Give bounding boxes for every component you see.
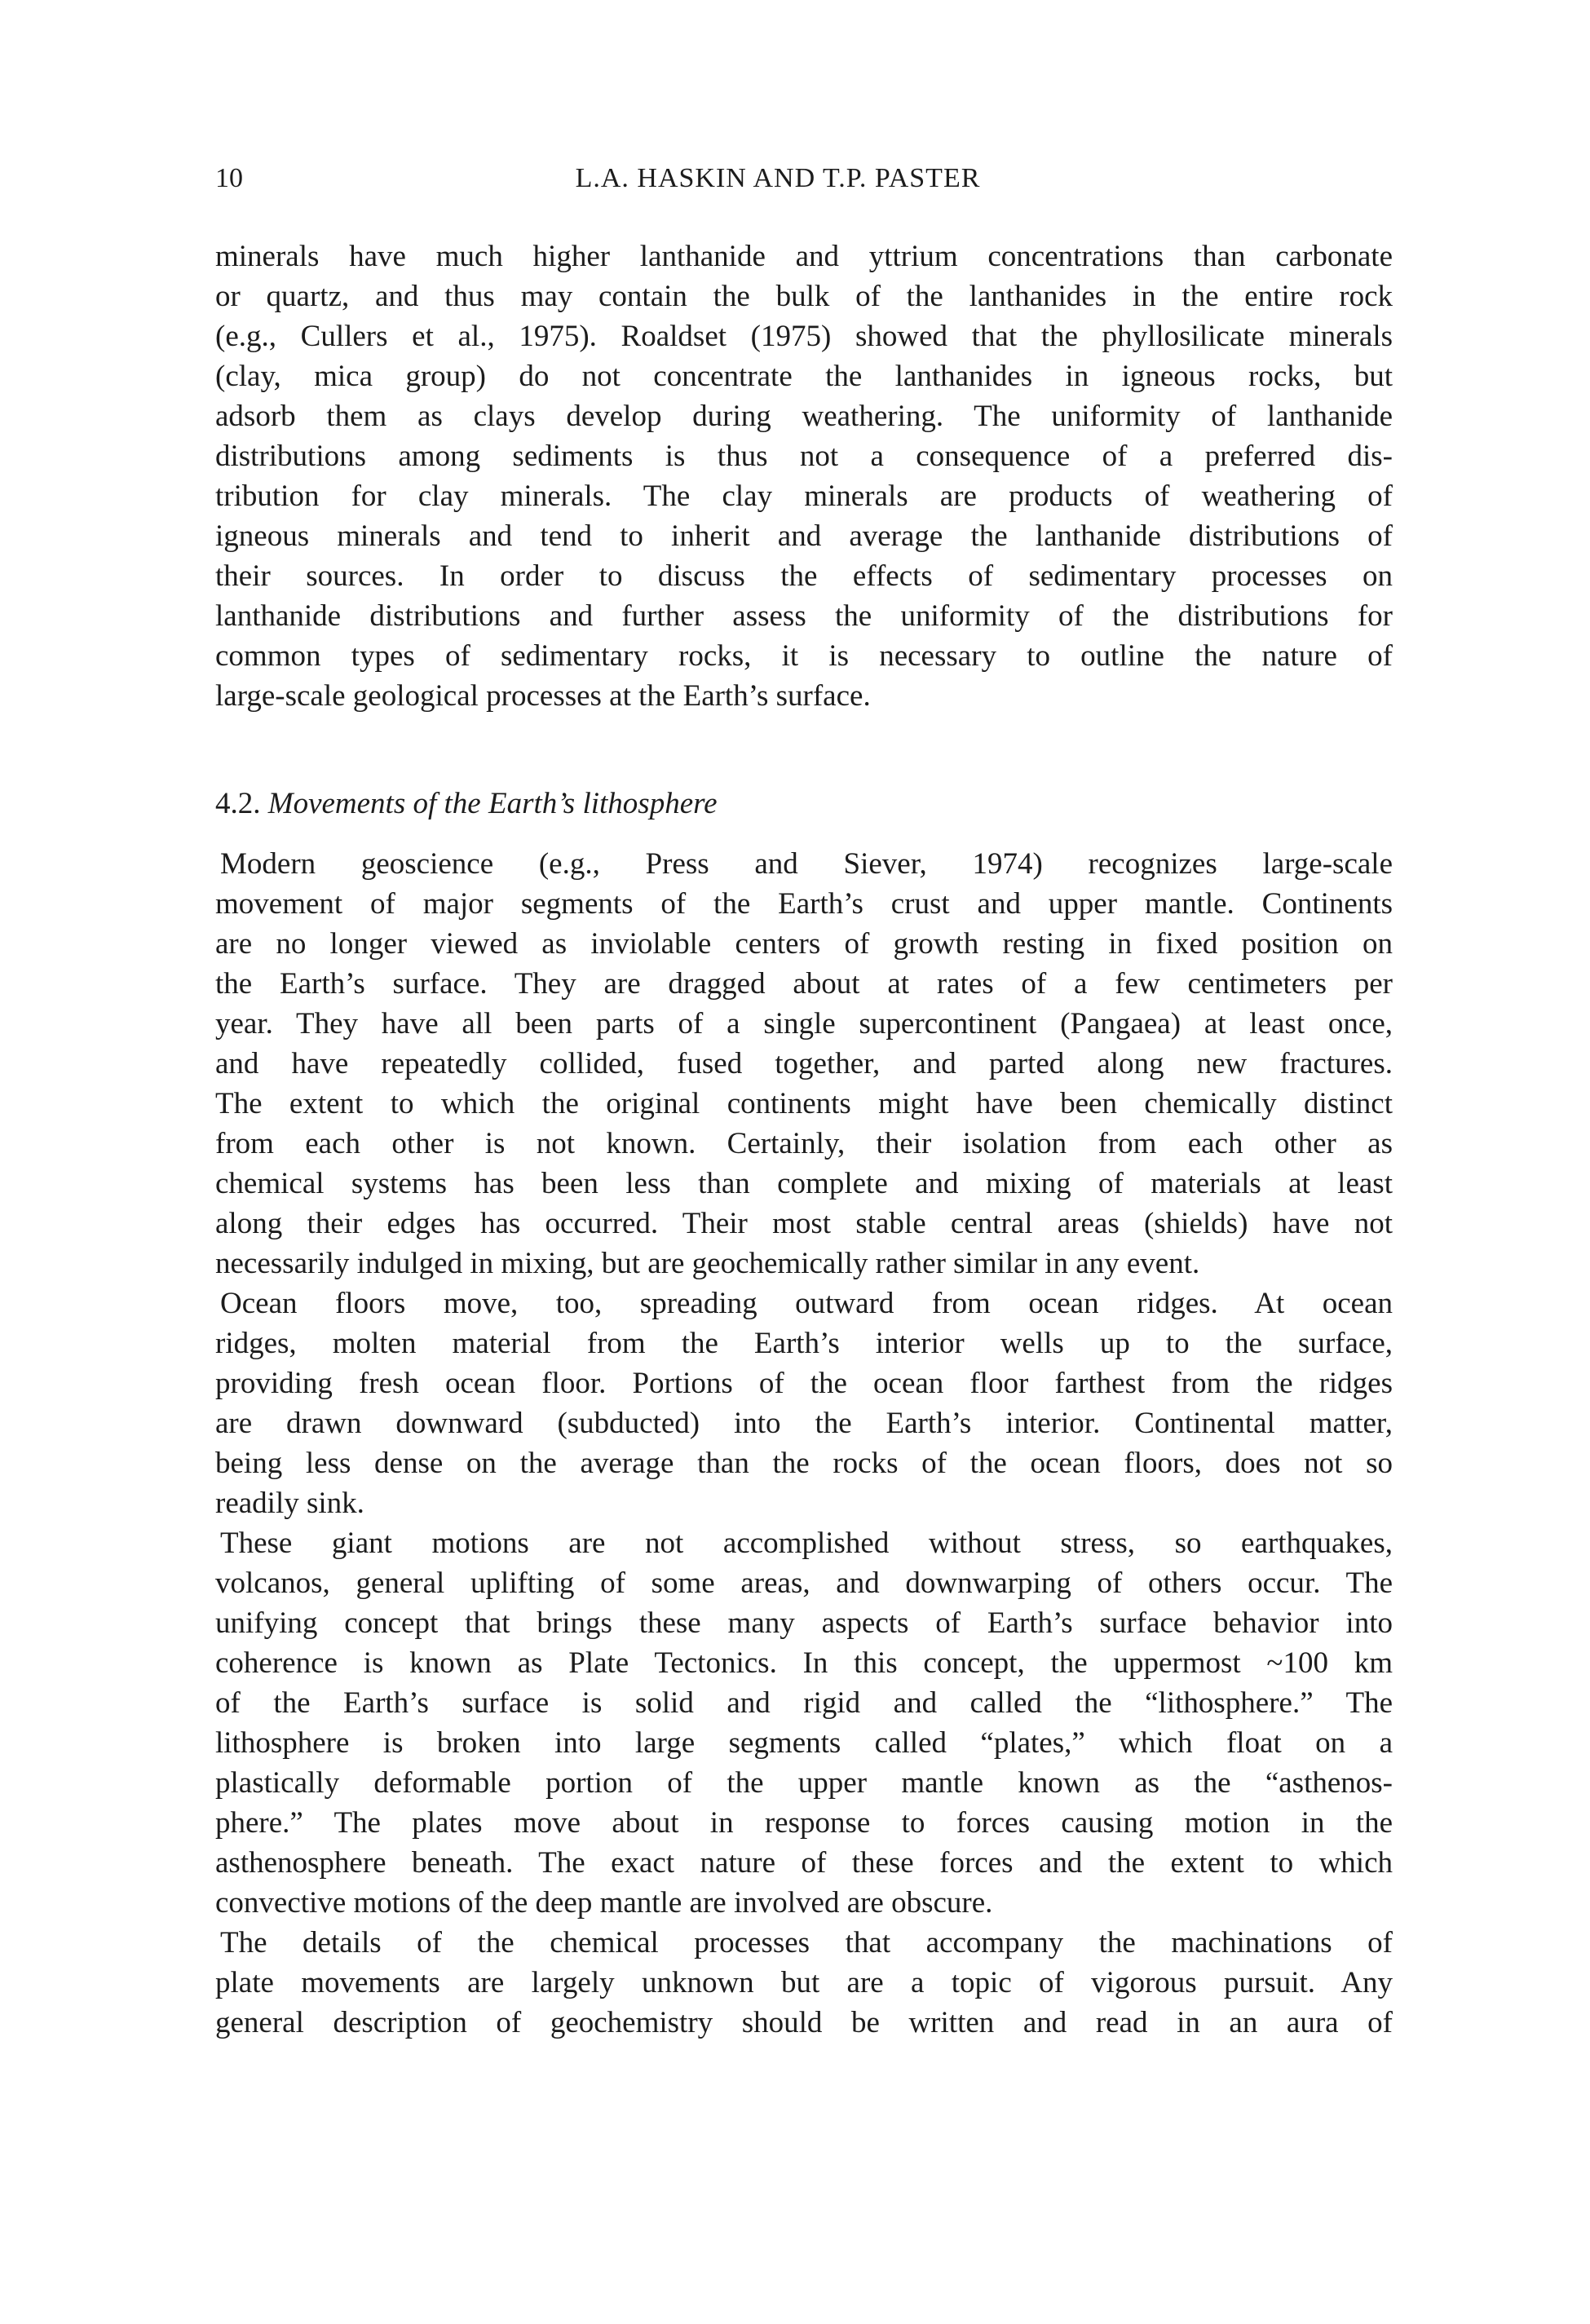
text-line: adsorb them as clays develop during weathering. The uniformity of lanthanide: [215, 400, 1393, 433]
text-line: movement of major segments of the Earth’s crust and upper mantle. Continents: [215, 887, 1393, 921]
text-line: year. They have all been parts of a single supercontinent (Pangaea) at least once,: [215, 1007, 1393, 1040]
page-number: 10: [215, 163, 243, 193]
text-line: chemical systems has been less than complete and mixing of materials at least: [215, 1167, 1393, 1200]
running-head: L.A. HASKIN AND T.P. PASTER: [575, 163, 981, 193]
page-body: [215, 236, 1393, 2043]
text-line: The extent to which the original continents might have been chemically distinct: [215, 1087, 1393, 1120]
text-line: being less dense on the average than the rocks of the ocean floors, does not so: [215, 1447, 1393, 1480]
text-line: asthenosphere beneath. The exact nature of these forces and the extent to which: [215, 1846, 1393, 1880]
text-line: providing fresh ocean floor. Portions of the ocean floor farthest from the ridges: [215, 1367, 1393, 1400]
text-line: igneous minerals and tend to inherit and average the lanthanide distributions of: [215, 519, 1393, 553]
section-number: 4.2.: [215, 787, 261, 820]
text-line: The details of the chemical processes that accompany the machinations of: [220, 1926, 1393, 1959]
text-line: along their edges has occurred. Their most stable central areas (shields) have not: [215, 1207, 1393, 1240]
text-line: phere.” The plates move about in response to forces causing motion in the: [215, 1806, 1393, 1840]
text-line: (e.g., Cullers et al., 1975). Roaldset (1975) showed that the phyllosilicate minerals: [215, 320, 1393, 353]
text-line: and have repeatedly collided, fused together, and parted along new fractures.: [215, 1047, 1393, 1080]
text-line: (clay, mica group) do not concentrate the lanthanides in igneous rocks, but: [215, 360, 1393, 393]
text-line: of the Earth’s surface is solid and rigid and called the “lithosphere.” The: [215, 1686, 1393, 1720]
text-line: readily sink.: [215, 1487, 364, 1520]
text-line: distributions among sediments is thus not a consequence of a preferred dis-: [215, 440, 1393, 473]
text-line: large-scale geological processes at the Earth’s surface.: [215, 679, 871, 713]
text-line: coherence is known as Plate Tectonics. In this concept, the uppermost ~100 km: [215, 1646, 1393, 1680]
text-line: necessarily indulged in mixing, but are geochemically rather similar in any event.: [215, 1247, 1200, 1280]
text-line: general description of geochemistry should be written and read in an aura of: [215, 2006, 1393, 2039]
text-line: These giant motions are not accomplished without stress, so earthquakes,: [220, 1527, 1393, 1560]
intro-text: [215, 236, 1393, 716]
text-line: from each other is not known. Certainly, their isolation from each other as: [215, 1127, 1393, 1160]
text-line: Ocean floors move, too, spreading outward from ocean ridges. At ocean: [220, 1287, 1393, 1320]
text-line: plastically deformable portion of the upper mantle known as the “asthenos-: [215, 1766, 1393, 1800]
text-line: lithosphere is broken into large segments called “plates,” which float on a: [215, 1726, 1393, 1760]
section-text: [215, 844, 1393, 2043]
text-line: ridges, molten material from the Earth’s interior wells up to the surface,: [215, 1327, 1393, 1360]
section-heading: [215, 784, 1393, 824]
text-line: volcanos, general uplifting of some areas, and downwarping of others occur. The: [215, 1566, 1393, 1600]
text-line: minerals have much higher lanthanide and yttrium concentrations than carbonate: [215, 240, 1393, 273]
text-line: unifying concept that brings these many aspects of Earth’s surface behavior into: [215, 1606, 1393, 1640]
text-line: are drawn downward (subducted) into the Earth’s interior. Continental matter,: [215, 1407, 1393, 1440]
text-line: convective motions of the deep mantle are involved are obscure.: [215, 1886, 993, 1920]
text-line: are no longer viewed as inviolable centers of growth resting in fixed position on: [215, 927, 1393, 961]
text-line: Modern geoscience (e.g., Press and Siever, 1974) recognizes large-scale: [220, 847, 1393, 881]
text-line: the Earth’s surface. They are dragged about at rates of a few centimeters per: [215, 967, 1393, 1001]
text-line: their sources. In order to discuss the effects of sedimentary processes on: [215, 559, 1393, 593]
text-line: plate movements are largely unknown but are a topic of vigorous pursuit. Any: [215, 1966, 1393, 1999]
text-line: tribution for clay minerals. The clay minerals are products of weathering of: [215, 479, 1393, 513]
section-title: Movements of the Earth’s lithosphere: [267, 787, 718, 820]
text-line: or quartz, and thus may contain the bulk of the lanthanides in the entire rock: [215, 280, 1393, 313]
page-header: [215, 163, 1393, 204]
text-line: lanthanide distributions and further assess the uniformity of the distributions for: [215, 599, 1393, 633]
text-line: common types of sedimentary rocks, it is necessary to outline the nature of: [215, 639, 1393, 673]
